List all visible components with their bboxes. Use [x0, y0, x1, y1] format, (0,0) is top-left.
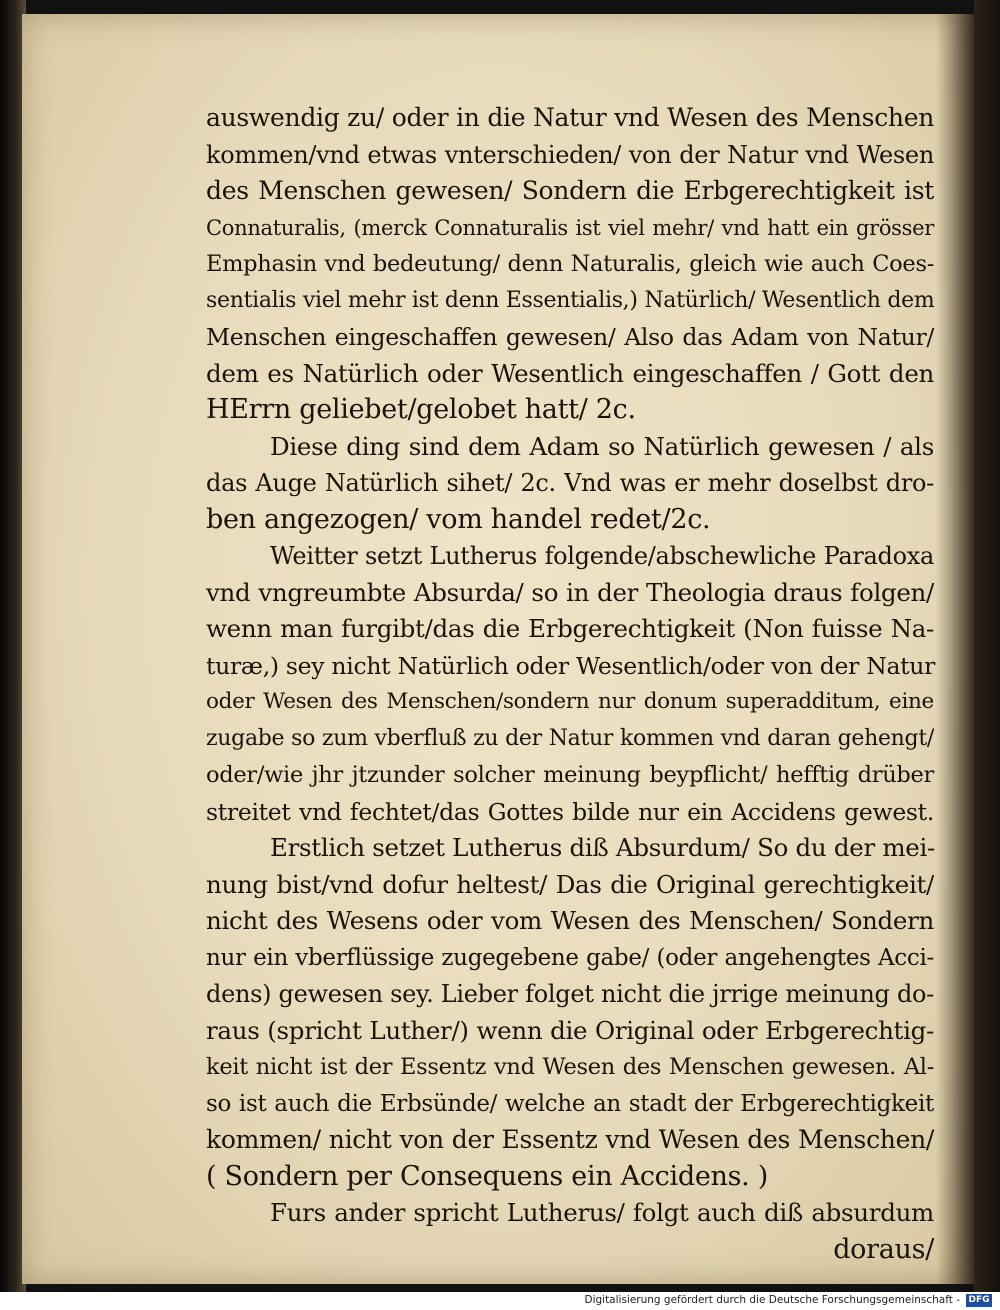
text-line: sentialis viel mehr ist denn Essentialis,) Natürlich/ Wesentlich dem [206, 287, 935, 313]
text-line: Emphasin vnd bedeutung/ denn Naturalis, gleich wie auch Coes- [206, 251, 934, 277]
page-shadow-edge [936, 14, 974, 1284]
text-line: des Menschen gewesen/ Sondern die Erbgerechtigkeit ist [206, 176, 934, 205]
text-line: nicht des Wesens oder vom Wesen des Menschen/ Sondern [206, 906, 934, 935]
text-line: HErrn geliebet/gelobet hatt/ 2c. [206, 394, 636, 425]
text-line: zugabe so zum vberfluß zu der Natur kommen vnd daran gehengt/ [206, 725, 934, 751]
text-line: streitet vnd fechtet/das Gottes bilde nur ein Accidens gewest. [206, 797, 934, 826]
text-line: ( Sondern per Consequens ein Accidens. ) [206, 1160, 768, 1192]
book-cover-edge [974, 0, 1000, 1292]
text-line: kommen/ nicht von der Essentz vnd Wesen des Menschen/ [206, 1125, 934, 1154]
text-line: ben angezogen/ vom handel redet/2c. [206, 503, 711, 535]
catchword: doraus/ [833, 1233, 934, 1265]
text-line: kommen/vnd etwas vnterschieden/ von der Natur vnd Wesen [206, 140, 934, 169]
text-line: keit nicht ist der Essentz vnd Wesen des Menschen gewesen. Al- [206, 1054, 934, 1080]
text-line: oder Wesen des Menschen/sondern nur donum superadditum, eine [206, 689, 934, 714]
footer-bar [0, 1292, 1000, 1310]
text-line: nung bist/vnd dofur heltest/ Das die Original gerechtigkeit/ [206, 869, 934, 899]
text-line: dem es Natürlich oder Wesentlich eingeschaffen / Gott den [206, 358, 934, 388]
text-line: auswendig zu/ oder in die Natur vnd Wesen des Menschen [206, 103, 934, 132]
funding-notice: Digitalisierung gefördert durch die Deutsche Forschungsgemeinschaft - [584, 1294, 960, 1306]
text-line: turæ,) sey nicht Natürlich oder Wesentlich/oder von der Natur [206, 651, 936, 680]
text-line: dens) gewesen sey. Lieber folget nicht die jrrige meinung do- [206, 980, 934, 1008]
text-line: oder/wie jhr jtzunder solcher meinung beypflicht/ hefftig drüber [206, 762, 934, 788]
page-text-block [206, 100, 934, 1268]
text-line: Diese ding sind dem Adam so Natürlich gewesen / als [270, 431, 934, 461]
text-line: Weitter setzt Lutherus folgende/abschewliche Paradoxa [270, 542, 934, 570]
text-line: nur ein vberflüssige zugegebene gabe/ (oder angehengtes Acci- [206, 944, 934, 971]
text-line: raus (spricht Luther/) wenn die Original oder Erbgerechtig- [206, 1015, 934, 1045]
text-line: so ist auch die Erbsünde/ welche an stadt der Erbgerechtigkeit [206, 1090, 934, 1117]
text-line: das Auge Natürlich sihet/ 2c. Vnd was er mehr doselbst dro- [206, 469, 934, 497]
text-line: wenn man furgibt/das die Erbgerechtigkeit (Non fuisse Na- [206, 614, 934, 643]
text-line: Erstlich setzet Lutherus diß Absurdum/ So du der mei- [270, 833, 936, 862]
text-line: Furs ander spricht Lutherus/ folgt auch diß absurdum [270, 1198, 934, 1227]
text-line: vnd vngreumbte Absurda/ so in der Theologia draus folgen/ [206, 577, 934, 607]
text-line: Menschen eingeschaffen gewesen/ Also das Adam von Natur/ [206, 323, 934, 351]
text-line: Connaturalis, (merck Connaturalis ist viel mehr/ vnd hatt ein grösser [206, 215, 934, 240]
dfg-logo: DFG [966, 1294, 992, 1307]
